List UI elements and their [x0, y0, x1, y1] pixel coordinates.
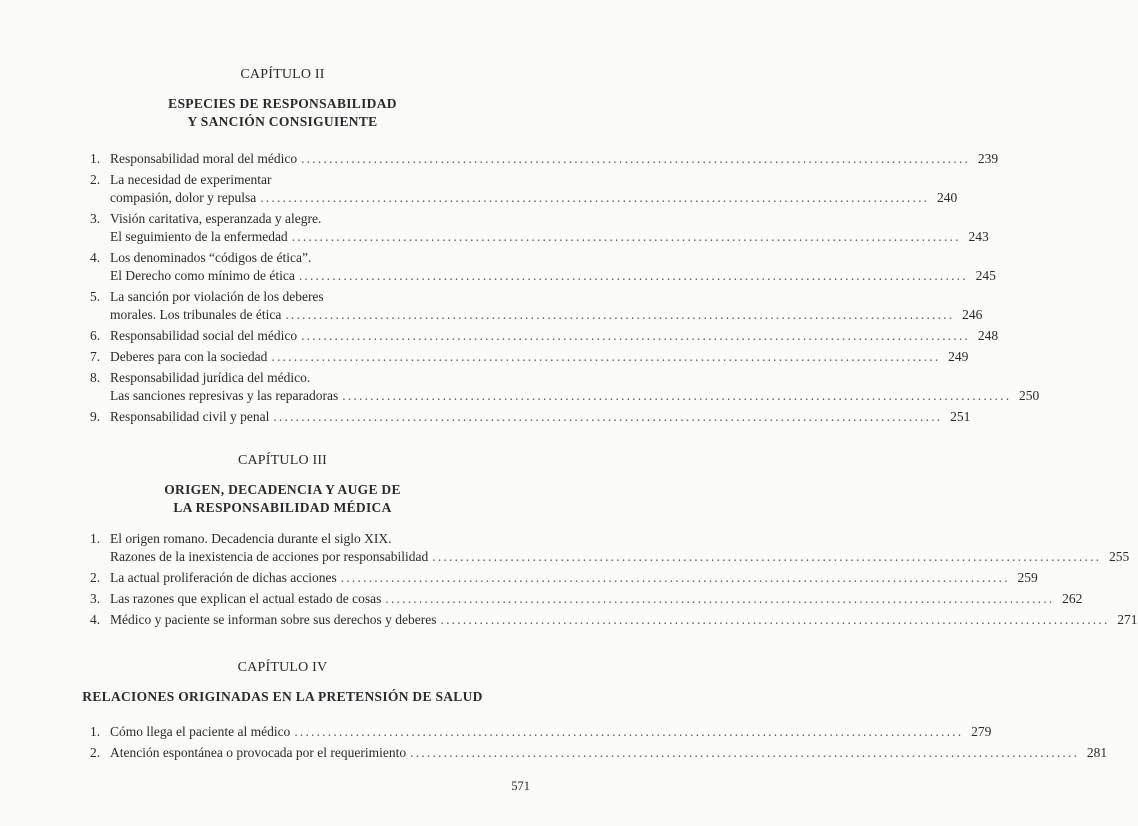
- toc-entry-number: 1.: [90, 724, 101, 739]
- toc-entry-page: 240: [936, 190, 958, 205]
- toc-entry-page: 251: [950, 409, 971, 424]
- dot-leader: ........................................................................................................................: [285, 307, 955, 322]
- toc-entry-page: 250: [1019, 388, 1040, 403]
- toc-entry-text: Los denominados “códigos de ética”.: [110, 250, 312, 265]
- toc-entry-text: La necesidad de experimentar: [110, 172, 272, 187]
- toc-entry-number: 3.: [90, 591, 101, 606]
- chapter-title: CAPÍTULO III: [237, 453, 328, 468]
- dot-leader: ........................................................................................................................: [385, 591, 1055, 606]
- toc-entry-text: Razones de la inexistencia de acciones por responsabilidad: [110, 549, 429, 564]
- toc-entry-text: Las sanciones represivas y las reparadoras: [110, 388, 339, 403]
- toc-list: [90, 530, 1138, 632]
- toc-entry-number: 9.: [90, 409, 101, 424]
- toc-entry-text: Responsabilidad jurídica del médico.: [110, 370, 311, 385]
- toc-entry-text: Atención espontánea o provocada por el requerimiento: [110, 745, 407, 760]
- toc-entry-text: Deberes para con la sociedad: [110, 349, 268, 364]
- chapter-subtitle: [60, 688, 505, 706]
- toc-entry[interactable]: [90, 569, 1038, 587]
- chapter-subtitle-line: ESPECIES DE RESPONSABILIDAD: [168, 96, 397, 111]
- toc-entry[interactable]: [90, 288, 983, 324]
- toc-entry[interactable]: [90, 150, 999, 168]
- toc-entry-number: 5.: [90, 289, 101, 304]
- toc-entry-page: 248: [977, 328, 999, 343]
- chapter-subtitle-line: ORIGEN, DECADENCIA Y AUGE DE: [164, 482, 401, 497]
- dot-leader: ........................................................................................................................: [298, 268, 968, 283]
- toc-entry[interactable]: [90, 249, 996, 285]
- toc-entry-text: La sanción por violación de los deberes: [110, 289, 324, 304]
- chapter-subtitle-line: LA RESPONSABILIDAD MÉDICA: [173, 500, 392, 515]
- toc-entry-page: 255: [1109, 549, 1130, 564]
- toc-entry-page: 249: [948, 349, 969, 364]
- toc-entry-number: 8.: [90, 370, 101, 385]
- toc-list: [90, 150, 1040, 429]
- dot-leader: ........................................................................................................................: [291, 229, 961, 244]
- toc-entry-number: 7.: [90, 349, 101, 364]
- toc-entry-number: 6.: [90, 328, 101, 343]
- toc-entry-number: 2.: [90, 172, 101, 187]
- toc-entry-text: El seguimiento de la enfermedad: [110, 229, 288, 244]
- dot-leader: ........................................................................................................................: [440, 612, 1110, 627]
- toc-entry-page: 262: [1062, 591, 1083, 606]
- toc-entry[interactable]: [90, 408, 971, 426]
- toc-entry-text: compasión, dolor y repulsa: [110, 190, 257, 205]
- chapter-subtitle: [60, 95, 505, 131]
- toc-entry-text: Las razones que explican el actual estado de cosas: [110, 591, 382, 606]
- toc-entry-text: morales. Los tribunales de ética: [110, 307, 282, 322]
- toc-entry-page: 259: [1017, 570, 1038, 585]
- dot-leader: ........................................................................................................................: [301, 328, 971, 343]
- toc-entry-page: 245: [975, 268, 996, 283]
- toc-entry[interactable]: [90, 611, 1138, 629]
- toc-entry-number: 3.: [90, 211, 101, 226]
- dot-leader: ........................................................................................................................: [432, 549, 1102, 564]
- dot-leader: ........................................................................................................................: [410, 745, 1080, 760]
- toc-entry-text: Cómo llega el paciente al médico: [110, 724, 291, 739]
- chapter-subtitle-line: RELACIONES ORIGINADAS EN LA PRETENSIÓN DE SALUD: [82, 689, 483, 704]
- toc-entry-page: 239: [977, 151, 999, 166]
- toc-entry-number: 1.: [90, 151, 101, 166]
- toc-entry[interactable]: [90, 369, 1040, 405]
- page-number: 571: [511, 779, 530, 793]
- toc-entry-text: El Derecho como mínimo de ética: [110, 268, 295, 283]
- toc-entry-text: El origen romano. Decadencia durante el siglo XIX.: [110, 531, 392, 546]
- toc-entry[interactable]: [90, 210, 989, 246]
- toc-entry[interactable]: [90, 348, 969, 366]
- toc-entry-text: Responsabilidad civil y penal: [110, 409, 270, 424]
- dot-leader: ........................................................................................................................: [301, 151, 971, 166]
- dot-leader: ........................................................................................................................: [342, 388, 1012, 403]
- dot-leader: ........................................................................................................................: [273, 409, 943, 424]
- dot-leader: ........................................................................................................................: [340, 570, 1010, 585]
- toc-entry-text: Responsabilidad social del médico: [110, 328, 298, 343]
- toc-entry-number: 2.: [90, 570, 101, 585]
- toc-entry-page: 243: [968, 229, 989, 244]
- toc-entry-text: La actual proliferación de dichas acciones: [110, 570, 337, 585]
- toc-list: [90, 723, 1108, 765]
- toc-entry[interactable]: [90, 744, 1108, 762]
- toc-entry[interactable]: [90, 327, 999, 345]
- chapter-title: CAPÍTULO II: [240, 67, 325, 82]
- toc-entry-number: 1.: [90, 531, 101, 546]
- chapter-title: CAPÍTULO IV: [237, 660, 328, 675]
- toc-entry-page: 279: [971, 724, 992, 739]
- dot-leader: ........................................................................................................................: [260, 190, 930, 205]
- toc-entry-text: Responsabilidad moral del médico: [110, 151, 298, 166]
- chapter-subtitle-line: Y SANCIÓN CONSIGUIENTE: [187, 114, 378, 129]
- toc-entry-text: Visión caritativa, esperanzada y alegre.: [110, 211, 322, 226]
- toc-entry-number: 4.: [90, 612, 101, 627]
- chapter-subtitle: [60, 481, 505, 517]
- toc-entry-page: 271: [1117, 612, 1138, 627]
- toc-entry[interactable]: [90, 590, 1083, 608]
- toc-entry[interactable]: [90, 171, 958, 207]
- toc-entry-number: 4.: [90, 250, 101, 265]
- toc-entry[interactable]: [90, 530, 1130, 566]
- dot-leader: ........................................................................................................................: [294, 724, 964, 739]
- toc-entry[interactable]: [90, 723, 992, 741]
- toc-entry-number: 2.: [90, 745, 101, 760]
- toc-entry-page: 281: [1086, 745, 1108, 760]
- dot-leader: ........................................................................................................................: [271, 349, 941, 364]
- toc-entry-page: 246: [962, 307, 983, 322]
- toc-entry-text: Médico y paciente se informan sobre sus derechos y deberes: [110, 612, 437, 627]
